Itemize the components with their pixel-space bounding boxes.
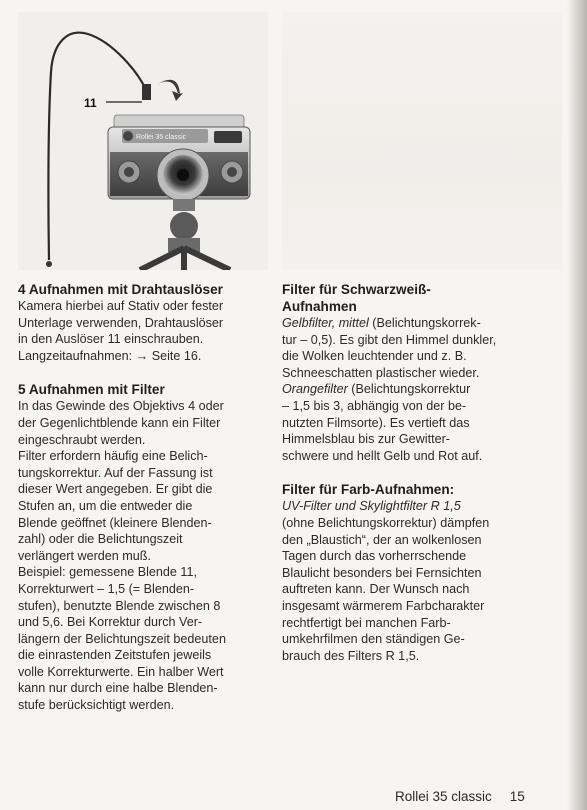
color-line: den „Blaustich“, der an wolkenlosen [282, 532, 482, 547]
s4-line: Langzeitaufnahmen: → Seite 16. [18, 348, 202, 363]
camera-on-tripod-illustration [18, 12, 268, 270]
color-filter-heading: Filter für Farb-Aufnahmen: [282, 482, 455, 498]
s5-line: dieser Wert angegeben. Er gibt die [18, 482, 213, 497]
s5-line: und 5,6. Bei Korrektur durch Ver- [18, 615, 203, 630]
yellow-filter-rest: (Belichtungskorrek- [368, 316, 481, 330]
page-edge-shadow [567, 0, 587, 810]
bw-line: Schneeschatten plastischer wieder. [282, 365, 480, 380]
bw-line: schwere und hellt Gelb und Rot auf. [282, 448, 483, 463]
s4-line: Unterlage verwenden, Drahtauslöser [18, 315, 224, 330]
s5-line: verlängert werden muß. [18, 548, 151, 563]
section-4-heading: 4 Aufnahmen mit Drahtauslöser [18, 282, 223, 297]
s5-line: längern der Belichtungszeit bedeuten [18, 631, 226, 646]
page-footer [395, 789, 525, 804]
s4-line: in den Auslöser 11 einschrauben. [18, 332, 204, 347]
color-line: Tagen durch das vorherrschende [282, 549, 467, 564]
bw-line: Himmelsblau bis zur Gewitter- [282, 432, 450, 447]
bw-line: nutzten Filmsorte). Es vertieft das [282, 415, 470, 430]
s5-line: zahl) oder die Belichtungszeit [18, 532, 183, 547]
callout-label-11: 11 [84, 96, 97, 110]
bw-yellow-line [282, 315, 534, 332]
s5-line: volle Korrekturwerte. Ein halber Wert [18, 664, 224, 679]
color-line: Blaulicht besonders bei Fernsichten [282, 565, 482, 580]
bw-line: die Wolken leuchtender und z. B. [282, 349, 467, 364]
s5-line: kann nur durch eine halbe Blenden- [18, 681, 218, 696]
section-5-heading: 5 Aufnahmen mit Filter [18, 382, 165, 398]
camera-badge: Rollei 35 classic [136, 134, 187, 141]
s5-line: Beispiel: gemessene Blende 11, [18, 565, 197, 580]
s5-line: Blende geöffnet (kleinere Blenden- [18, 515, 212, 530]
yellow-filter-term: Gelbfilter, mittel [282, 316, 369, 330]
camera-photo [18, 12, 268, 270]
right-column [282, 281, 534, 664]
s5-line: stufen), benutzte Blende zwischen 8 [18, 598, 221, 613]
bw-filter-heading-1: Filter für Schwarzweiß- [282, 282, 431, 297]
color-line: rechtfertigt bei manchen Farb- [282, 615, 451, 630]
color-line: (ohne Belichtungskorrektur) dämpfen [282, 515, 490, 530]
bw-orange-line [282, 381, 534, 398]
orange-filter-rest: (Belichtungskorrektur [347, 382, 471, 397]
color-line: brauch des Filters R 1,5. [282, 648, 420, 663]
bleed-through-shadow [282, 12, 562, 270]
s5-line: eingeschraubt werden. [18, 432, 146, 447]
page-number: 15 [509, 789, 525, 804]
bw-line: tur – 0,5). Es gibt den Himmel dunkler, [282, 332, 497, 347]
orange-filter-term: Orangefilter [282, 382, 348, 397]
uv-filter-term: UV-Filter und Skylightfilter R 1,5 [282, 499, 461, 514]
s5-line: Filter erfordern häufig eine Belich- [18, 449, 208, 464]
color-line: insgesamt wärmerem Farbcharakter [282, 598, 485, 613]
s5-line: der Gegenlichtblende kann ein Filter [18, 415, 221, 430]
s5-line: In das Gewinde des Objektivs 4 oder [18, 399, 224, 414]
color-line: auftreten kann. Der Wunsch nach [282, 582, 470, 597]
footer-title: Rollei 35 classic [395, 789, 492, 804]
bw-line: – 1,5 bis 3, abhängig von der be- [282, 398, 467, 413]
s5-line: Korrekturwert – 1,5 (= Blenden- [18, 581, 195, 596]
s4-line: Kamera hierbei auf Stativ oder fester [18, 299, 224, 313]
bw-filter-heading-2: Aufnahmen [282, 299, 357, 314]
left-column [18, 281, 270, 714]
s5-line: Stufen an, um die entweder die [18, 498, 193, 513]
s5-line: die einrastenden Zeitstufen jeweils [18, 648, 212, 663]
uv-filter-line [282, 498, 534, 515]
s5-line: tungskorrektur. Auf der Fassung ist [18, 465, 213, 480]
s5-line: stufe berücksichtigt werden. [18, 698, 175, 713]
color-line: umkehrfilmen den ständigen Ge- [282, 632, 465, 647]
